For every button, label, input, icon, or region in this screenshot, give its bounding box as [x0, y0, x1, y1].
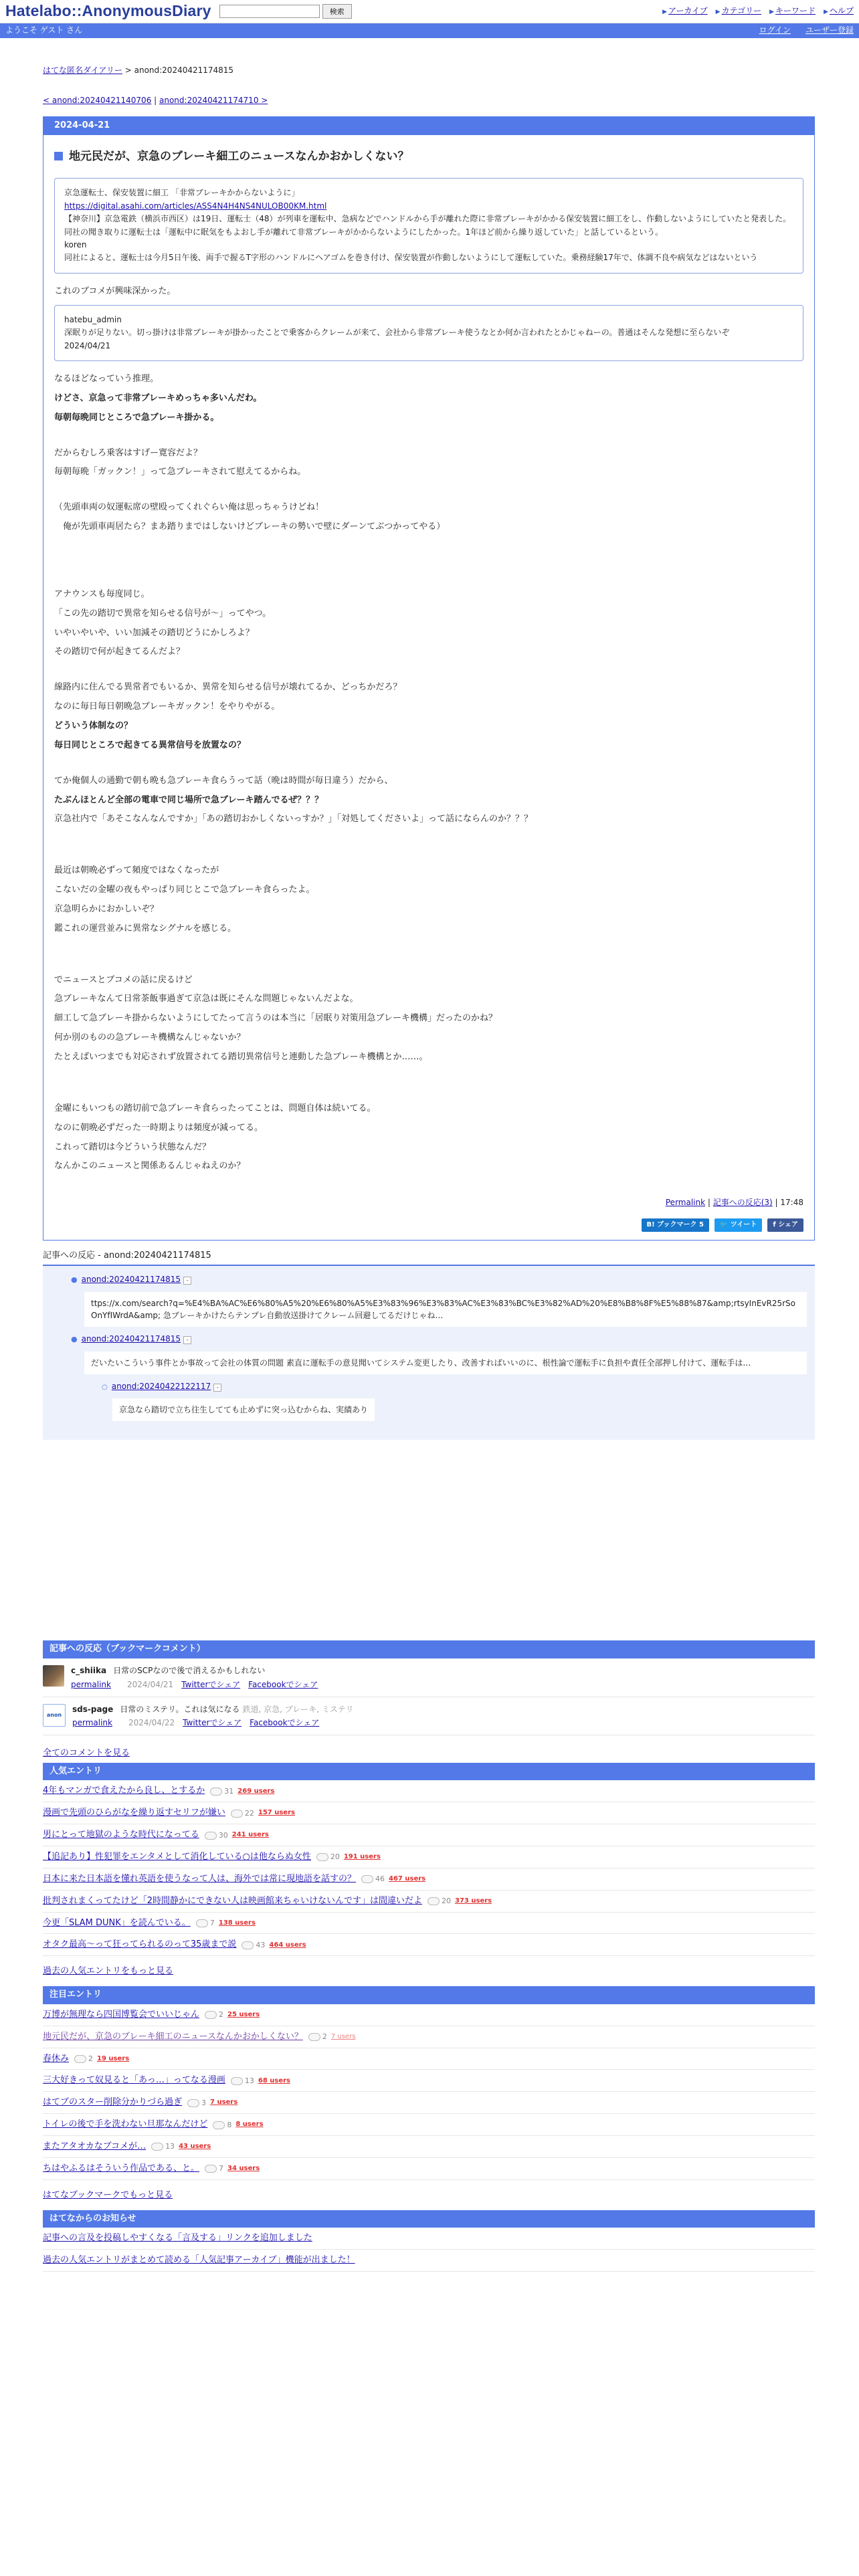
body-paragraph: その踏切で何が起きてるんだよ？	[54, 647, 185, 657]
comment-count[interactable]	[196, 1918, 215, 1929]
body-paragraph: なんかこのニュースと関係あるんじゃねえのか？	[54, 1161, 246, 1172]
bullet-icon: ●	[71, 1275, 78, 1284]
entry-title[interactable]	[54, 148, 803, 165]
nav-help-link[interactable]: ヘルプ	[829, 6, 854, 16]
entry-body-intro	[54, 286, 803, 298]
collapse-icon[interactable]: -	[183, 1277, 191, 1285]
reaction-child	[102, 1381, 807, 1428]
speech-bubble-icon	[308, 2033, 320, 2041]
speech-bubble-icon	[205, 2165, 217, 2173]
breadcrumb-separator: >	[122, 66, 134, 75]
body-paragraph: だからむしろ乗客はすげー寛容だよ？	[54, 447, 203, 458]
reaction-child-excerpt: 京急なら踏切で立ち往生してても止めずに突っ込むからね、実績あり	[112, 1398, 375, 1421]
comment-count[interactable]	[205, 1830, 228, 1841]
popular-entries	[43, 1780, 815, 1956]
body-paragraph: 毎朝毎晩「ガックン！」って急ブレーキされて慰えてるからね。	[54, 467, 306, 477]
bookmark-users-count[interactable]: 8 users	[235, 2121, 264, 2129]
comment-count-number: 43	[256, 1940, 266, 1949]
nav-category-link[interactable]: カテゴリー	[721, 6, 762, 16]
comment-count-number: 30	[218, 1830, 228, 1840]
prev-entry-link[interactable]: < anond:20240421140706	[43, 96, 152, 106]
comment-count-number: 13	[244, 2076, 254, 2085]
popular-more-link[interactable]: 過去の人気エントリをもっと見る	[43, 1966, 174, 1977]
body-paragraph: 俺が先頭車両居たら？まあ踏りまではしないけどブレーキの勢いで壁にダーンてぶつかってやる）	[54, 522, 446, 532]
body-paragraph: 急ブレーキなんて日常茶飯事過ぎて京急は既にそんな問題じゃないんだよな。	[54, 994, 359, 1004]
entry-link[interactable]: 批判されまくってたけど「2時間静かにできない人は映画館来ちゃいけないんです」は間違いだよ	[43, 1895, 423, 1906]
bookmark-tags: 鉄道, 京急, ブレーキ, ミステリ	[242, 1704, 354, 1714]
nav-archive-link[interactable]: アーカイブ	[668, 6, 708, 16]
body-paragraph: 最近は朝晩必ずって頻度ではなくなったが	[54, 865, 219, 876]
twitter-share-link[interactable]: Twitterでシェア	[181, 1680, 241, 1690]
comment-count[interactable]	[151, 2141, 175, 2152]
bookmark-users-count[interactable]: 19 users	[97, 2054, 130, 2062]
body-paragraph: なるほどなっていう推理。	[54, 374, 159, 385]
bookmark-users-count[interactable]: 7 users	[210, 2099, 238, 2107]
nav-category[interactable]	[716, 5, 761, 17]
comment-count[interactable]	[361, 1874, 385, 1885]
body-paragraph: 毎朝毎晩同じところで急ブレーキ掛かる。	[54, 412, 219, 423]
featured-entries-head: 注目エントリ	[43, 1986, 815, 2004]
bookmark-users-count[interactable]: 269 users	[237, 1787, 275, 1795]
quote-line: 同社の聞き取りに運転士は「運転中に眠気をもよおし手が離れて非常ブレーキがかからないようにしたかった。1年ほど前から繰り返していた」と話しているという。	[64, 227, 664, 237]
entry-body	[54, 373, 803, 1173]
entry-link[interactable]: 万博が無理なら四国博覧会でいいじゃん	[43, 2009, 200, 2020]
bookmark-comments-head: 記事への反応（ブックマークコメント）	[43, 1640, 815, 1658]
bookmark-users-count[interactable]: 7 users	[330, 2032, 356, 2040]
speech-bubble-icon	[205, 2011, 217, 2019]
speech-bubble-icon	[361, 1875, 373, 1883]
comment-count[interactable]	[205, 2010, 223, 2020]
paragraph-gap	[54, 486, 803, 502]
facebook-share-link[interactable]: Facebookでシェア	[250, 1718, 320, 1728]
entry-link[interactable]: 4年もマンガで食えたから良し、とするか	[43, 1786, 205, 1796]
speech-bubble-icon	[213, 2121, 225, 2129]
entry-row	[43, 2158, 815, 2180]
facebook-share-button[interactable]: f シェア	[767, 1218, 803, 1232]
body-paragraph: 細工して急ブレーキ掛からないようにしてたって言うのは本当に「居眠り対策用急ブレーキ機構」だったのかね？	[54, 1013, 497, 1024]
quote-line: 深眠りが足りない。切っ掛けは非常ブレーキが掛かったことで乗客からクレームが来て、会社から非常ブレーキ使うなとか何か言われたとかじゃねーの。普通はそんな発想に至らないぞ	[64, 328, 730, 338]
triangle-right-icon: ▶	[662, 9, 667, 16]
permalink[interactable]: Permalink	[665, 1198, 706, 1208]
search-input[interactable]	[219, 5, 320, 18]
paragraph-gap	[54, 942, 803, 958]
speech-bubble-icon	[196, 1919, 208, 1927]
bookmark-permalink[interactable]: permalink	[72, 1718, 112, 1728]
pager-divider: |	[151, 96, 159, 106]
entry-row	[43, 1891, 815, 1913]
reaction-item	[71, 1333, 807, 1428]
comment-count-number: 8	[227, 2120, 232, 2129]
quote-line: koren	[64, 240, 87, 250]
quote-line: 【神奈川】京急電鉄（横浜市西区）は19日、運転士（48）が列車を運転中、急病などでハンドルから手が離れた際に非常ブレーキがかかる保安装置に細工をし、作動しないようにしていたと発表した。	[64, 214, 791, 224]
top-bar	[0, 0, 859, 23]
notice-link[interactable]: 過去の人気エントリがまとめて読める「人気記事アーカイブ」機能が出ました！	[43, 2255, 355, 2266]
register-link[interactable]: ユーザー登録	[805, 25, 854, 35]
circle-bullet-icon: ○	[102, 1383, 108, 1391]
body-paragraph: けどさ、京急って非常ブレーキめっちゃ多いんだわ。	[54, 393, 262, 403]
body-paragraph: こないだの金曜の夜もやっぱり同じとこで急ブレーキ食らったよ。	[54, 885, 315, 895]
bookmark-users-count[interactable]: 138 users	[218, 1919, 256, 1927]
breadcrumb-current: anond:20240421174815	[134, 66, 234, 75]
comment-count[interactable]	[213, 2120, 231, 2131]
nav-keyword[interactable]	[769, 5, 816, 17]
reaction-item	[71, 1274, 807, 1327]
bookmark-users-count[interactable]: 464 users	[269, 1941, 306, 1949]
nav-archive[interactable]	[662, 5, 708, 17]
paragraph-gap	[54, 849, 803, 865]
bookmark-comment	[43, 1658, 815, 1697]
bookmark-user[interactable]: sds-page	[72, 1704, 114, 1714]
entry-footer: Permalink | 記事への反応(3) | 17:48	[665, 1198, 803, 1208]
comment-count[interactable]	[187, 2098, 206, 2109]
quote-source-link[interactable]: https://digital.asahi.com/articles/ASS4N4H4NS4NULOB00KM.html	[64, 201, 327, 211]
bookmark-users-count[interactable]: 241 users	[231, 1831, 269, 1839]
reactions-tree	[43, 1266, 815, 1440]
entry-row	[43, 2026, 815, 2048]
notice-list	[43, 2228, 815, 2272]
bookmark-permalink[interactable]: permalink	[71, 1680, 111, 1690]
all-comments-link[interactable]: 全てのコメントを見る	[43, 1747, 130, 1758]
comment-count[interactable]	[316, 1852, 340, 1862]
comment-count-number: 20	[442, 1897, 452, 1906]
bookmark-comment-text: 日常のミステリ。これは気になる	[120, 1704, 240, 1714]
body-paragraph: てか俺個人の通勤で朝も晩も急ブレーキ食らうって話（晩は時間が毎日違う）だから、	[54, 775, 393, 786]
quote-line: 京急運転士、保安装置に細工 「非常ブレーキかからないように」	[64, 188, 300, 198]
tweet-label: ツイート	[730, 1220, 757, 1228]
bookmark-users-count[interactable]: 467 users	[389, 1875, 426, 1883]
login-link[interactable]: ログイン	[759, 25, 791, 35]
featured-more-link[interactable]: はてなブックマークでもっと見る	[43, 2189, 173, 2200]
paragraph-gap	[54, 431, 803, 447]
bookmark-users-count[interactable]: 191 users	[343, 1853, 381, 1861]
avatar[interactable]	[43, 1665, 64, 1687]
popular-entries-head: 人気エントリ	[43, 1763, 815, 1781]
comment-count-number: 22	[244, 1808, 254, 1818]
quote-line: 同社によると、運転士は今月5日午後、両手で握るT字形のハンドルにヘアゴムを巻き付け、保安装置が作動しないようにして運転していた。乗務経験17年で、体調不良や病気などはないという	[64, 253, 758, 263]
bookmark-users-count[interactable]: 25 users	[227, 2011, 260, 2019]
entry-link[interactable]: はてブのスター削除分かりづら過ぎ	[43, 2097, 183, 2108]
search-button[interactable]: 検索	[322, 4, 352, 19]
bookmark-date: 2024/04/22	[128, 1718, 175, 1728]
paragraph-gap	[54, 572, 803, 588]
paragraph-gap	[54, 665, 803, 681]
notice-link[interactable]: 記事への言及を投稿しやすくなる「言及する」リンクを追加しました	[43, 2233, 312, 2244]
body-paragraph: どういう体制なの？	[54, 721, 133, 732]
bullet-icon: ●	[71, 1334, 78, 1344]
entry-title-text: 地元民だが、京急のブレーキ細工のニュースなんかおかしくない？	[69, 149, 409, 163]
entry-link[interactable]: 春休み	[43, 2053, 70, 2064]
ad-space	[43, 1440, 815, 1640]
body-paragraph: （先頭車両の奴運転席の壁殴ってくれぐらい俺は思っちゃうけどね！	[54, 502, 324, 513]
entry-row	[43, 1780, 815, 1802]
entry-row	[43, 2070, 815, 2092]
bookmark-user[interactable]: c_shiika	[71, 1666, 107, 1676]
notice-head: はてなからのお知らせ	[43, 2210, 815, 2228]
paragraph-gap	[54, 833, 803, 849]
entry-row	[43, 2048, 815, 2070]
body-paragraph: 鑑これの運営並みに異常なシグナルを感じる。	[54, 923, 237, 934]
speech-bubble-icon	[74, 2055, 86, 2063]
speech-bubble-icon	[316, 1853, 328, 1861]
entry-link[interactable]: 地元民だが、京急のブレーキ細工のニュースなんかおかしくない？	[43, 2031, 303, 2042]
comment-count-number: 2	[219, 2010, 224, 2020]
entry-row	[43, 2004, 815, 2026]
avatar-label: anon	[46, 1711, 62, 1718]
reaction-excerpt: ttps://x.com/search?q=%E4%BA%AC%E6%80%A5%20%E6%80%A5%E3%83%96%E3%83%AC%E3%83%BC%E3%82%AD%20%E8%B8%8F%E5%88%87&amp;rtsyInEvR25rSoOnYfIWrdA&amp; 急ブレーキかけたらテンプレ自動放送掛けてクレーム回避してるだけじゃね…	[84, 1292, 807, 1327]
entry-link[interactable]: ちはやふるはそういう作品である、と。	[43, 2163, 200, 2173]
body-paragraph: 「この先の踏切で異常を知らせる信号が〜」ってやつ。	[54, 608, 272, 619]
body-paragraph: たぶんほとんど全部の電車で同じ場所で急ブレーキ踏んでるぜ？？？	[54, 794, 324, 805]
collapse-icon[interactable]: -	[183, 1336, 191, 1344]
reaction-link[interactable]: anond:20240421174815	[81, 1274, 181, 1284]
entry-pager	[43, 95, 815, 106]
speech-bubble-icon	[210, 1788, 222, 1796]
collapse-icon[interactable]: -	[213, 1384, 221, 1392]
nav-help[interactable]	[824, 5, 854, 17]
entry-link[interactable]: 【追記あり】性犯罪をエンタメとして消化している○は他ならぬ女性	[43, 1852, 311, 1862]
body-paragraph: 毎日同じところで起きてる異常信号を放置なの？	[54, 740, 246, 750]
entry-row	[43, 1802, 815, 1824]
comment-count[interactable]	[427, 1896, 451, 1907]
entry-link[interactable]: 男にとって地獄のような時代になってる	[43, 1830, 199, 1840]
comment-count-number: 20	[330, 1852, 340, 1862]
site-logo[interactable]: Hatelabo::AnonymousDiary	[5, 2, 211, 20]
body-paragraph: でニュースとブコメの話に戻るけど	[54, 974, 193, 985]
body-paragraph: 金曜にもいつもの踏切前で急ブレーキ食らったってことは、問題自体は続いてる。	[54, 1103, 376, 1113]
speech-bubble-icon	[205, 1832, 217, 1840]
main-content	[43, 38, 815, 2272]
bird-icon: 🐦	[719, 1220, 731, 1228]
entry-row	[43, 1868, 815, 1891]
bookmark-users-count[interactable]: 34 users	[227, 2164, 260, 2172]
entry-link[interactable]: オタク最高〜って狂ってられるのって35歳まで説	[43, 1939, 237, 1950]
comment-count-number: 7	[219, 2164, 224, 2173]
body-paragraph: 何か別のものの急ブレーキ機構なんじゃないか？	[54, 1033, 246, 1043]
breadcrumb	[43, 65, 815, 76]
entry-time: 17:48	[780, 1198, 803, 1208]
quote-line: 2024/04/21	[64, 340, 111, 350]
triangle-right-icon: ▶	[715, 9, 721, 16]
speech-bubble-icon	[427, 1897, 440, 1905]
top-nav	[662, 5, 854, 17]
bookmark-comment	[43, 1697, 815, 1735]
paragraph-gap	[54, 1071, 803, 1087]
user-bar	[0, 23, 859, 38]
bookmark-users-count[interactable]: 373 users	[455, 1897, 492, 1905]
paragraph-gap	[54, 540, 803, 556]
entry-row	[43, 2136, 815, 2158]
reaction-child-link[interactable]: anond:20240422122117	[111, 1381, 211, 1391]
next-entry-link[interactable]: anond:20240421174710 >	[159, 96, 268, 106]
speech-bubble-icon	[151, 2143, 163, 2151]
quote-news	[54, 178, 803, 274]
body-paragraph: これって踏切は今どういう状態なんだ？	[54, 1142, 211, 1152]
paragraph-gap	[54, 1087, 803, 1103]
comment-count-number: 46	[375, 1874, 385, 1884]
bookmark-date: 2024/04/21	[127, 1680, 174, 1690]
square-icon	[54, 152, 63, 160]
body-paragraph: 京急社内で「あそこなんなんですか」「あの踏切おかしくないっすか？」「対処してくださいよ」って話にならんのか？？？	[54, 814, 533, 825]
entry-row	[43, 2092, 815, 2114]
bookmark-users-count[interactable]: 68 users	[258, 2076, 291, 2084]
bookmark-comment-text: 日常のSCPなので後で消えるかもしれない	[113, 1666, 266, 1676]
entry-link[interactable]: またアタオカなブコメが…	[43, 2141, 147, 2151]
body-paragraph: なのに朝晩必ずだった一時期よりは頻度が減ってる。	[54, 1122, 264, 1133]
speech-bubble-icon	[242, 1941, 254, 1949]
comment-count[interactable]	[231, 2076, 254, 2086]
share-bar	[54, 1218, 803, 1232]
hatena-bookmark-button[interactable]: B! ブックマーク 5	[642, 1218, 709, 1232]
reactions-label: 記事への反応 - anond:20240421174815	[43, 1250, 815, 1266]
entry-row	[43, 1934, 815, 1956]
speech-bubble-icon	[231, 1810, 243, 1818]
body-paragraph: たとえばいつまでも対応されず放置されてる踏切異常信号と連動した急ブレーキ機構とか……。	[54, 1051, 428, 1062]
breadcrumb-home[interactable]: はてな匿名ダイアリー	[43, 66, 122, 75]
reaction-excerpt: だいたいこういう事件とか事故って会社の体質の問題 素直に運転手の意見聞いてシステム変更したり、改善すればいいのに、根性論で運転手に負担や責任全部押し付けて、運転手は…	[84, 1352, 807, 1374]
entry-date: 2024-04-21	[43, 117, 814, 135]
paragraph-gap	[54, 556, 803, 572]
entry-row	[43, 1846, 815, 1868]
entry-row	[43, 1824, 815, 1846]
entry-row	[43, 1913, 815, 1935]
entry-link[interactable]: 三大好きって奴見ると「あっ…」ってなる漫画	[43, 2075, 225, 2086]
comment-count-number: 13	[165, 2142, 175, 2151]
references-link[interactable]: 記事への反応(3)	[712, 1198, 773, 1208]
comment-count[interactable]	[210, 1786, 233, 1797]
body-paragraph: いやいやいや、いい加減その踏切どうにかしろよ？	[54, 627, 254, 638]
body-paragraph: 線路内に住んでる異常者でもいるか、異常を知らせる信号が壊れてるか、どっちかだろ？	[54, 682, 402, 693]
paragraph-gap	[54, 759, 803, 775]
body-paragraph: アナウンスも毎度同じ。	[54, 588, 150, 599]
comment-count[interactable]	[308, 2032, 327, 2042]
welcome-text: ようこそ ゲスト さん	[5, 25, 83, 35]
comment-count-number: 3	[201, 2098, 207, 2107]
diary-entry	[43, 116, 815, 1241]
featured-entries	[43, 2004, 815, 2180]
twitter-share-link[interactable]: Twitterでシェア	[183, 1718, 242, 1728]
speech-bubble-icon	[231, 2077, 243, 2085]
bookmark-users-count[interactable]: 43 users	[179, 2143, 211, 2151]
reaction-link[interactable]: anond:20240421174815	[81, 1333, 181, 1344]
quote-bookmark	[54, 305, 803, 361]
triangle-right-icon: ▶	[769, 9, 775, 16]
nav-keyword-link[interactable]: キーワード	[775, 6, 816, 16]
triangle-right-icon: ▶	[824, 9, 828, 16]
comment-count-number: 2	[88, 2054, 94, 2064]
entry-row	[43, 2114, 815, 2136]
comment-count[interactable]	[242, 1940, 265, 1951]
comment-count-number: 7	[209, 1918, 215, 1927]
body-paragraph: 京急明らかにおかしいぞ？	[54, 903, 159, 914]
body-paragraph: なのに毎日毎日朝晩急ブレーキガックン！をやりやがる。	[54, 702, 280, 712]
comment-count-number: 31	[224, 1786, 234, 1796]
entry-link[interactable]: 漫画で先頭のひらがなを繰り返すセリフが嫌い	[43, 1808, 225, 1818]
tweet-button[interactable]	[714, 1218, 762, 1232]
comment-count[interactable]	[205, 2163, 223, 2174]
entry-link[interactable]: 今更「SLAM DUNK」を読んでいる。	[43, 1917, 191, 1928]
bookmark-users-count[interactable]: 157 users	[258, 1809, 295, 1817]
paragraph-gap	[54, 958, 803, 974]
bookmark-comments	[43, 1658, 815, 1735]
comment-count[interactable]	[231, 1808, 254, 1819]
entry-link[interactable]: トイレの後で手を洗わない旦那なんだけど	[43, 2119, 208, 2130]
avatar[interactable]	[43, 1704, 66, 1727]
comment-count-number: 2	[322, 2032, 327, 2042]
speech-bubble-icon	[187, 2099, 199, 2107]
entry-link[interactable]: 日本に来た日本語を懂れ英語を使うなって人は、海外では常に現地語を話すの？	[43, 1873, 357, 1884]
facebook-share-link[interactable]: Facebookでシェア	[248, 1680, 318, 1690]
comment-count[interactable]	[74, 2054, 93, 2064]
body-paragraph: これのブコメが興味深かった。	[54, 286, 176, 296]
quote-line: hatebu_admin	[64, 314, 122, 324]
